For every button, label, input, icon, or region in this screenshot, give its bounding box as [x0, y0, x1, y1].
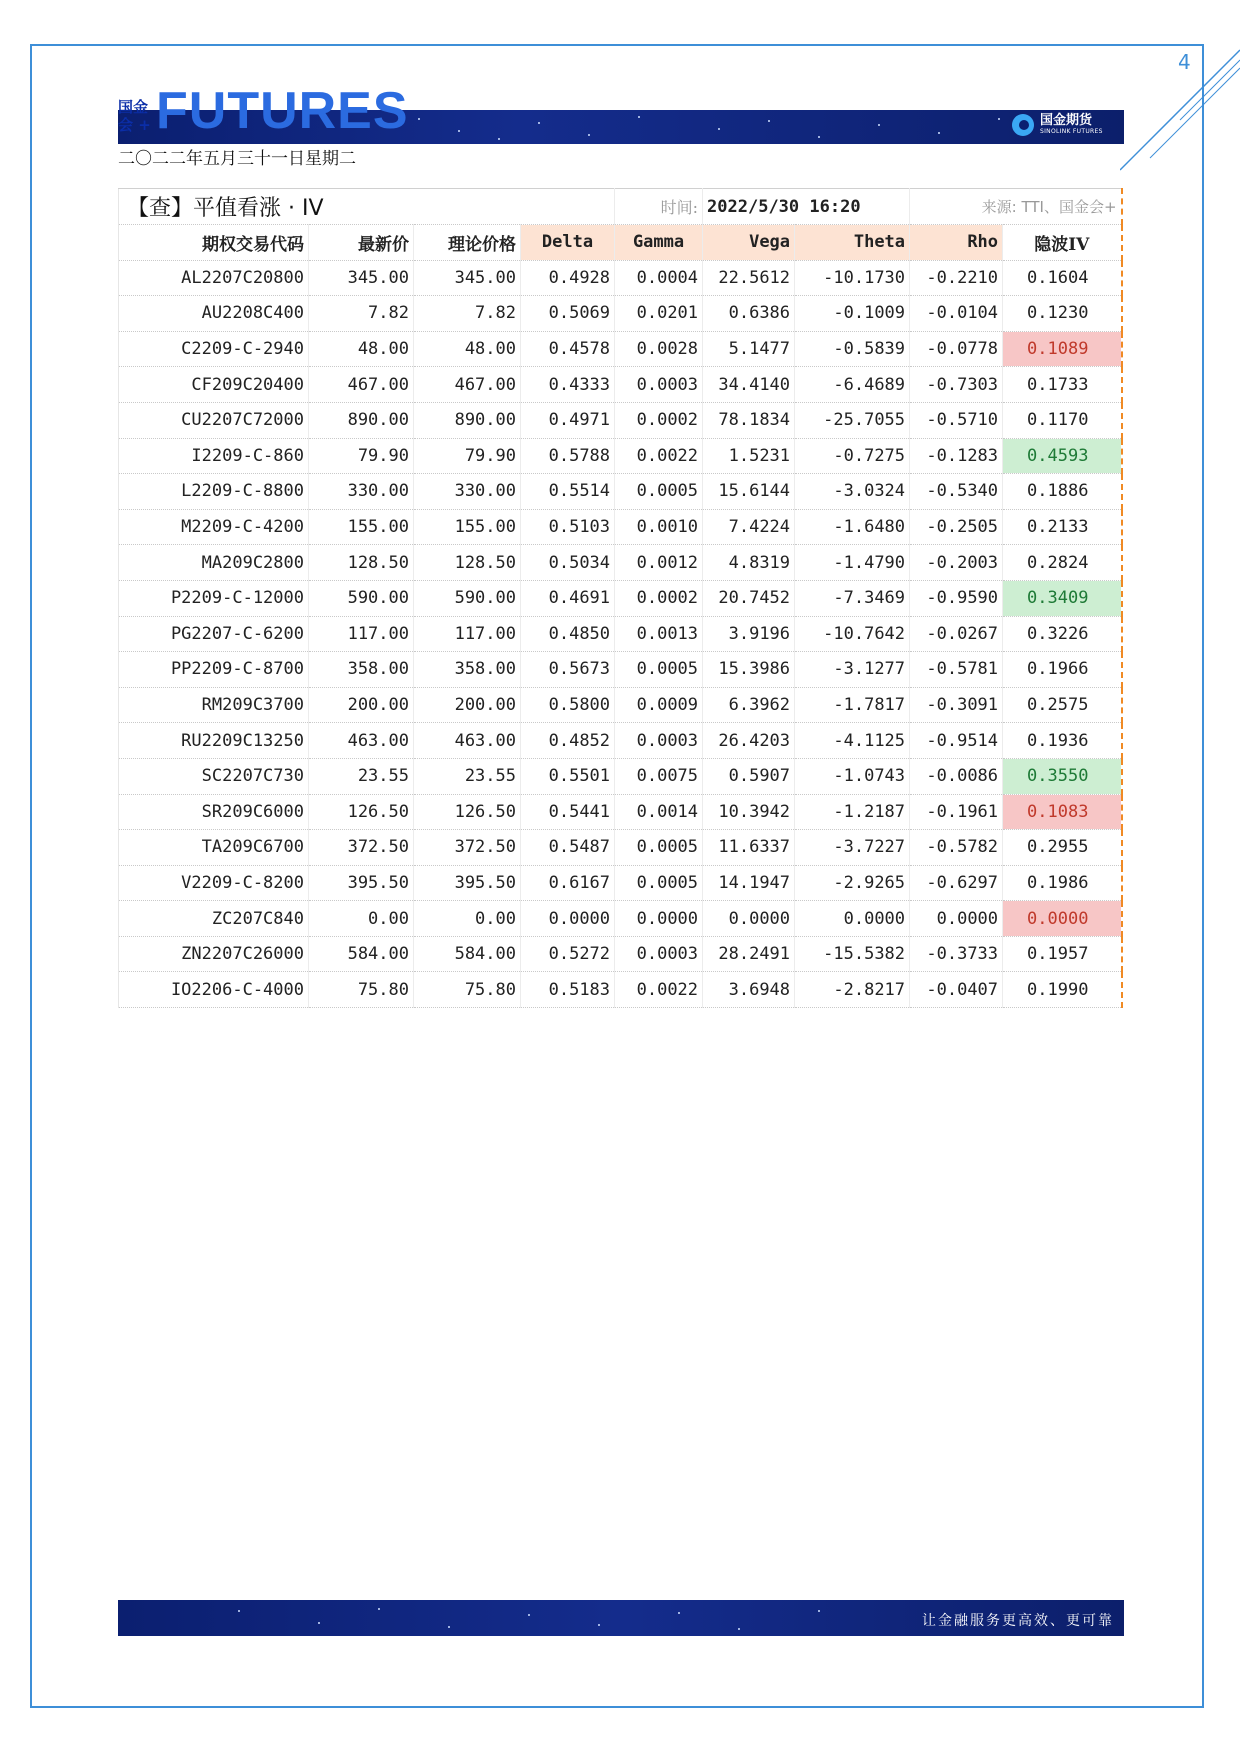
cell-gamma: 0.0014	[615, 794, 703, 830]
logo	[118, 82, 409, 140]
cell-rho: -0.0407	[910, 972, 1003, 1008]
cell-theo: 463.00	[414, 723, 521, 759]
column-header: Rho	[910, 225, 1003, 261]
cell-delta: 0.5788	[521, 438, 615, 474]
cell-vega: 0.6386	[703, 296, 795, 332]
cell-gamma: 0.0005	[615, 474, 703, 510]
cell-vega: 1.5231	[703, 438, 795, 474]
brand-badge	[1012, 114, 1103, 136]
cell-delta: 0.4691	[521, 580, 615, 616]
table-header-row	[119, 225, 1122, 261]
table-row	[119, 509, 1122, 545]
table-row	[119, 438, 1122, 474]
cell-delta: 0.4971	[521, 402, 615, 438]
cell-theta: -10.7642	[795, 616, 910, 652]
cell-vega: 7.4224	[703, 509, 795, 545]
cell-vega: 15.6144	[703, 474, 795, 510]
cell-last: 0.00	[309, 901, 414, 937]
cell-vega: 22.5612	[703, 260, 795, 296]
column-header: 理论价格	[414, 225, 521, 261]
cell-theta: -6.4689	[795, 367, 910, 403]
cell-theta: -15.5382	[795, 936, 910, 972]
cell-theta: -1.4790	[795, 545, 910, 581]
cell-delta: 0.0000	[521, 901, 615, 937]
table-row	[119, 865, 1122, 901]
cell-last: 117.00	[309, 616, 414, 652]
column-header: 最新价	[309, 225, 414, 261]
cell-vega: 14.1947	[703, 865, 795, 901]
cell-iv: 0.1966	[1003, 652, 1122, 688]
cell-gamma: 0.0002	[615, 402, 703, 438]
cell-rho: -0.2210	[910, 260, 1003, 296]
cell-theta: -3.0324	[795, 474, 910, 510]
cell-rho: -0.2505	[910, 509, 1003, 545]
cell-rho: -0.0104	[910, 296, 1003, 332]
cell-gamma: 0.0022	[615, 972, 703, 1008]
table-row	[119, 687, 1122, 723]
cell-vega: 11.6337	[703, 830, 795, 866]
cell-rho: -0.2003	[910, 545, 1003, 581]
cell-last: 75.80	[309, 972, 414, 1008]
cell-delta: 0.5501	[521, 758, 615, 794]
cell-code: V2209-C-8200	[119, 865, 309, 901]
cell-theo: 23.55	[414, 758, 521, 794]
cell-gamma: 0.0012	[615, 545, 703, 581]
cell-gamma: 0.0009	[615, 687, 703, 723]
brand-logo-icon	[1012, 114, 1034, 136]
column-header: Theta	[795, 225, 910, 261]
cell-theta: -3.1277	[795, 652, 910, 688]
cell-theo: 584.00	[414, 936, 521, 972]
cell-last: 890.00	[309, 402, 414, 438]
cell-last: 23.55	[309, 758, 414, 794]
cell-iv: 0.3550	[1003, 758, 1122, 794]
cell-theta: -0.1009	[795, 296, 910, 332]
cell-theo: 155.00	[414, 509, 521, 545]
cell-iv: 0.1986	[1003, 865, 1122, 901]
table-row	[119, 794, 1122, 830]
cell-iv: 0.1083	[1003, 794, 1122, 830]
cell-theo: 467.00	[414, 367, 521, 403]
cell-rho: -0.3733	[910, 936, 1003, 972]
cell-rho: -0.0267	[910, 616, 1003, 652]
cell-theta: -0.5839	[795, 331, 910, 367]
table-row	[119, 367, 1122, 403]
cell-iv: 0.1230	[1003, 296, 1122, 332]
cell-theta: -1.6480	[795, 509, 910, 545]
cell-gamma: 0.0005	[615, 652, 703, 688]
cell-delta: 0.5673	[521, 652, 615, 688]
logo-cn	[118, 98, 152, 134]
cell-last: 395.50	[309, 865, 414, 901]
cell-delta: 0.4850	[521, 616, 615, 652]
brand-name-cn: 国金期货	[1040, 113, 1093, 128]
table-row	[119, 972, 1122, 1008]
cell-last: 358.00	[309, 652, 414, 688]
table-row	[119, 723, 1122, 759]
cell-delta: 0.5441	[521, 794, 615, 830]
cell-iv: 0.2133	[1003, 509, 1122, 545]
cell-theo: 48.00	[414, 331, 521, 367]
cell-theo: 7.82	[414, 296, 521, 332]
cell-vega: 20.7452	[703, 580, 795, 616]
cell-vega: 34.4140	[703, 367, 795, 403]
cell-last: 345.00	[309, 260, 414, 296]
cell-vega: 5.1477	[703, 331, 795, 367]
cell-rho: -0.0778	[910, 331, 1003, 367]
cell-theo: 890.00	[414, 402, 521, 438]
table-row	[119, 260, 1122, 296]
cell-iv: 0.1089	[1003, 331, 1122, 367]
cell-iv: 0.1990	[1003, 972, 1122, 1008]
cell-gamma: 0.0022	[615, 438, 703, 474]
cell-code: CF209C20400	[119, 367, 309, 403]
report-date: 二〇二二年五月三十一日星期二	[118, 149, 356, 169]
cell-theta: -1.2187	[795, 794, 910, 830]
cell-vega: 15.3986	[703, 652, 795, 688]
cell-rho: -0.9590	[910, 580, 1003, 616]
cell-gamma: 0.0004	[615, 260, 703, 296]
cell-vega: 0.5907	[703, 758, 795, 794]
cell-iv: 0.0000	[1003, 901, 1122, 937]
cell-gamma: 0.0010	[615, 509, 703, 545]
cell-vega: 0.0000	[703, 901, 795, 937]
cell-last: 128.50	[309, 545, 414, 581]
column-header: 隐波IV	[1003, 225, 1122, 261]
cell-code: PP2209-C-8700	[119, 652, 309, 688]
cell-code: IO2206-C-4000	[119, 972, 309, 1008]
cell-vega: 6.3962	[703, 687, 795, 723]
cell-delta: 0.5034	[521, 545, 615, 581]
table-row	[119, 296, 1122, 332]
table-row	[119, 402, 1122, 438]
cell-iv: 0.4593	[1003, 438, 1122, 474]
cell-gamma: 0.0002	[615, 580, 703, 616]
cell-rho: -0.0086	[910, 758, 1003, 794]
footer-band	[118, 1600, 1124, 1636]
table-title: 【查】平值看涨 · IV	[119, 189, 615, 225]
cell-delta: 0.4852	[521, 723, 615, 759]
cell-theta: -10.1730	[795, 260, 910, 296]
cell-last: 7.82	[309, 296, 414, 332]
cell-rho: -0.1961	[910, 794, 1003, 830]
cell-theta: -2.9265	[795, 865, 910, 901]
cell-gamma: 0.0075	[615, 758, 703, 794]
cell-rho: -0.5782	[910, 830, 1003, 866]
table-body	[119, 260, 1122, 1007]
cell-gamma: 0.0005	[615, 865, 703, 901]
cell-vega: 3.9196	[703, 616, 795, 652]
cell-gamma: 0.0013	[615, 616, 703, 652]
table-row	[119, 936, 1122, 972]
cell-delta: 0.5487	[521, 830, 615, 866]
cell-code: ZC207C840	[119, 901, 309, 937]
cell-vega: 3.6948	[703, 972, 795, 1008]
cell-rho: -0.5710	[910, 402, 1003, 438]
cell-last: 584.00	[309, 936, 414, 972]
cell-code: RU2209C13250	[119, 723, 309, 759]
cell-theta: -0.7275	[795, 438, 910, 474]
cell-delta: 0.5514	[521, 474, 615, 510]
cell-rho: -0.1283	[910, 438, 1003, 474]
cell-gamma: 0.0003	[615, 367, 703, 403]
cell-theo: 372.50	[414, 830, 521, 866]
cell-last: 463.00	[309, 723, 414, 759]
cell-theta: -4.1125	[795, 723, 910, 759]
logo-cn-top: 国金	[118, 98, 149, 116]
cell-delta: 0.4578	[521, 331, 615, 367]
cell-last: 372.50	[309, 830, 414, 866]
column-header: Vega	[703, 225, 795, 261]
cell-delta: 0.5103	[521, 509, 615, 545]
table-row	[119, 652, 1122, 688]
cell-vega: 10.3942	[703, 794, 795, 830]
cell-last: 79.90	[309, 438, 414, 474]
cell-delta: 0.4928	[521, 260, 615, 296]
table-row	[119, 545, 1122, 581]
cell-last: 330.00	[309, 474, 414, 510]
iv-table-container	[118, 188, 1121, 1008]
page-number: 4	[1178, 50, 1191, 74]
cell-iv: 0.3409	[1003, 580, 1122, 616]
cell-gamma: 0.0003	[615, 723, 703, 759]
cell-last: 200.00	[309, 687, 414, 723]
cell-iv: 0.1936	[1003, 723, 1122, 759]
cell-iv: 0.3226	[1003, 616, 1122, 652]
cell-theo: 0.00	[414, 901, 521, 937]
cell-code: P2209-C-12000	[119, 580, 309, 616]
cell-iv: 0.1604	[1003, 260, 1122, 296]
cell-rho: -0.6297	[910, 865, 1003, 901]
cell-gamma: 0.0028	[615, 331, 703, 367]
table-row	[119, 616, 1122, 652]
iv-table	[118, 188, 1123, 1008]
cell-rho: -0.3091	[910, 687, 1003, 723]
cell-gamma: 0.0201	[615, 296, 703, 332]
cell-last: 48.00	[309, 331, 414, 367]
cell-code: I2209-C-860	[119, 438, 309, 474]
cell-code: AL2207C20800	[119, 260, 309, 296]
brand-name-en: SINOLINK FUTURES	[1040, 128, 1103, 135]
footer-slogan: 让金融服务更高效、更可靠	[922, 1613, 1114, 1629]
table-row	[119, 580, 1122, 616]
cell-last: 467.00	[309, 367, 414, 403]
cell-theo: 117.00	[414, 616, 521, 652]
cell-delta: 0.6167	[521, 865, 615, 901]
cell-delta: 0.5183	[521, 972, 615, 1008]
cell-last: 126.50	[309, 794, 414, 830]
cell-iv: 0.1957	[1003, 936, 1122, 972]
cell-vega: 78.1834	[703, 402, 795, 438]
cell-last: 155.00	[309, 509, 414, 545]
cell-theo: 79.90	[414, 438, 521, 474]
cell-gamma: 0.0000	[615, 901, 703, 937]
cell-code: L2209-C-8800	[119, 474, 309, 510]
cell-last: 590.00	[309, 580, 414, 616]
cell-rho: -0.9514	[910, 723, 1003, 759]
table-row	[119, 474, 1122, 510]
cell-code: RM209C3700	[119, 687, 309, 723]
cell-iv: 0.1886	[1003, 474, 1122, 510]
cell-theta: -1.0743	[795, 758, 910, 794]
cell-vega: 4.8319	[703, 545, 795, 581]
column-header: 期权交易代码	[119, 225, 309, 261]
cell-iv: 0.1733	[1003, 367, 1122, 403]
time-label: 时间:	[615, 189, 703, 225]
table-row	[119, 830, 1122, 866]
cell-theo: 395.50	[414, 865, 521, 901]
cell-theta: -25.7055	[795, 402, 910, 438]
cell-iv: 0.2575	[1003, 687, 1122, 723]
logo-cn-bottom: 会 +	[118, 116, 151, 134]
cell-rho: -0.7303	[910, 367, 1003, 403]
cell-vega: 26.4203	[703, 723, 795, 759]
cell-delta: 0.4333	[521, 367, 615, 403]
cell-vega: 28.2491	[703, 936, 795, 972]
cell-delta: 0.5069	[521, 296, 615, 332]
table-row	[119, 758, 1122, 794]
cell-code: SC2207C730	[119, 758, 309, 794]
cell-code: PG2207-C-6200	[119, 616, 309, 652]
cell-code: AU2208C400	[119, 296, 309, 332]
cell-code: M2209-C-4200	[119, 509, 309, 545]
cell-code: CU2207C72000	[119, 402, 309, 438]
logo-en: FUTURES	[156, 82, 409, 140]
cell-rho: -0.5340	[910, 474, 1003, 510]
cell-theta: -2.8217	[795, 972, 910, 1008]
cell-delta: 0.5272	[521, 936, 615, 972]
cell-code: ZN2207C26000	[119, 936, 309, 972]
table-row	[119, 901, 1122, 937]
cell-theta: -3.7227	[795, 830, 910, 866]
cell-theo: 126.50	[414, 794, 521, 830]
cell-code: TA209C6700	[119, 830, 309, 866]
cell-theta: -1.7817	[795, 687, 910, 723]
table-row	[119, 331, 1122, 367]
cell-theo: 358.00	[414, 652, 521, 688]
column-header: Delta	[521, 225, 615, 261]
table-title-row	[119, 189, 1122, 225]
cell-theo: 75.80	[414, 972, 521, 1008]
cell-iv: 0.1170	[1003, 402, 1122, 438]
cell-theo: 345.00	[414, 260, 521, 296]
cell-iv: 0.2955	[1003, 830, 1122, 866]
cell-theo: 330.00	[414, 474, 521, 510]
cell-rho: 0.0000	[910, 901, 1003, 937]
cell-theta: -7.3469	[795, 580, 910, 616]
cell-theo: 200.00	[414, 687, 521, 723]
cell-gamma: 0.0003	[615, 936, 703, 972]
data-source: 来源: TTI、国金会+	[910, 189, 1122, 225]
cell-theo: 128.50	[414, 545, 521, 581]
cell-gamma: 0.0005	[615, 830, 703, 866]
cell-delta: 0.5800	[521, 687, 615, 723]
cell-theo: 590.00	[414, 580, 521, 616]
cell-iv: 0.2824	[1003, 545, 1122, 581]
cell-code: C2209-C-2940	[119, 331, 309, 367]
cell-theta: 0.0000	[795, 901, 910, 937]
cell-rho: -0.5781	[910, 652, 1003, 688]
cell-code: SR209C6000	[119, 794, 309, 830]
time-value: 2022/5/30 16:20	[703, 189, 910, 225]
corner-decoration	[1120, 40, 1240, 180]
cell-code: MA209C2800	[119, 545, 309, 581]
column-header: Gamma	[615, 225, 703, 261]
